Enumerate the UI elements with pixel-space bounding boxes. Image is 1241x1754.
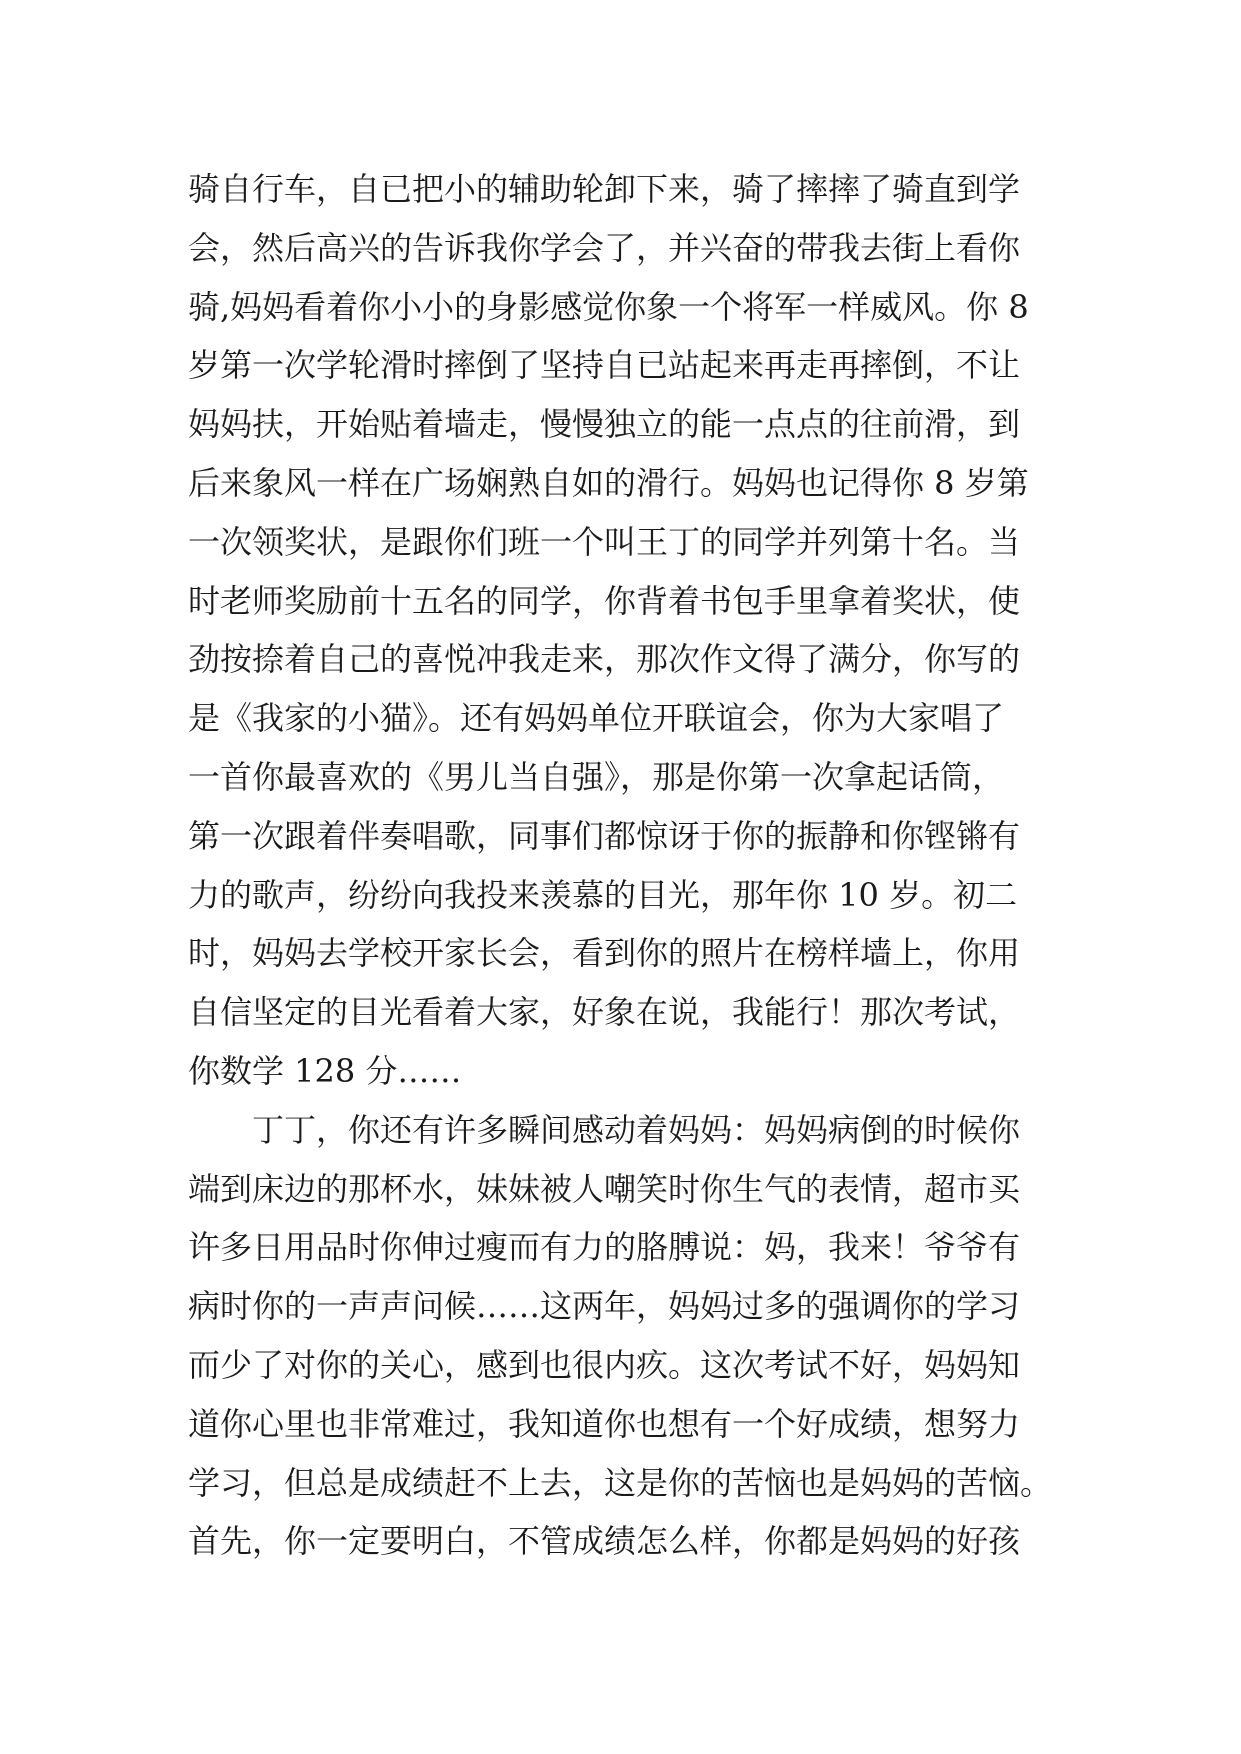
paragraph-1 [188, 160, 1068, 1101]
text-line: 病时你的一声声问候……这两年，妈妈过多的强调你的学习 [188, 1287, 1021, 1326]
paragraph-2 [188, 1101, 1068, 1571]
document-body [188, 160, 1068, 1571]
text-line: 岁第一次学轮滑时摔倒了坚持自已站起来再走再摔倒，不让 [188, 346, 1021, 385]
text-line: 后来象风一样在广场娴熟自如的滑行。妈妈也记得你 8 岁第 [188, 463, 1029, 502]
text-line: 妈妈扶，开始贴着墙走，慢慢独立的能一点点的往前滑，到 [188, 405, 1021, 444]
text-line: 骑自行车，自已把小的辅助轮卸下来，骑了摔摔了骑直到学 [188, 170, 1021, 208]
text-line: 自信坚定的目光看着大家，好象在说，我能行！那次考试， [188, 993, 1021, 1032]
text-line: 一次领奖状，是跟你们班一个叫王丁的同学并列第十名。当 [188, 522, 1021, 561]
text-line: 而少了对你的关心，感到也很内疚。这次考试不好，妈妈知 [188, 1345, 1021, 1384]
text-line: 许多日用品时你伸过瘦而有力的胳膊说：妈，我来！爷爷有 [188, 1228, 1021, 1267]
text-line: 会，然后高兴的告诉我你学会了，并兴奋的带我去街上看你 [188, 228, 1021, 267]
text-line: 首先，你一定要明白，不管成绩怎么样，你都是妈妈的好孩 [188, 1522, 1021, 1561]
text-line: 是《我家的小猫》。还有妈妈单位开联谊会，你为大家唱了 [188, 699, 1005, 738]
text-line: 第一次跟着伴奏唱歌，同事们都惊讶于你的振静和你铿锵有 [188, 816, 1021, 855]
text-line: 丁丁，你还有许多瞬间感动着妈妈：妈妈病倒的时候你 [252, 1110, 1021, 1149]
text-line: 劲按捺着自己的喜悦冲我走来，那次作文得了满分，你写的 [188, 640, 1021, 679]
text-line: 道你心里也非常难过，我知道你也想有一个好成绩，想努力 [188, 1404, 1021, 1443]
text-line: 时，妈妈去学校开家长会，看到你的照片在榜样墙上，你用 [188, 934, 1021, 973]
text-line: 一首你最喜欢的《男儿当自强》，那是你第一次拿起话筒， [188, 757, 1005, 796]
text-line: 骑,妈妈看着你小小的身影感觉你象一个将军一样威风。你 8 [188, 287, 1029, 326]
text-line: 时老师奖励前十五名的同学，你背着书包手里拿着奖状，使 [188, 581, 1021, 620]
text-line: 端到床边的那杯水，妹妹被人嘲笑时你生气的表情，超市买 [188, 1169, 1021, 1208]
text-line: 力的歌声，纷纷向我投来羡慕的目光，那年你 10 岁。初二 [188, 875, 1018, 914]
text-line: 学习，但总是成绩赶不上去，这是你的苦恼也是妈妈的苦恼。 [188, 1463, 1053, 1502]
text-line: 你数学 128 分…… [188, 1051, 462, 1090]
